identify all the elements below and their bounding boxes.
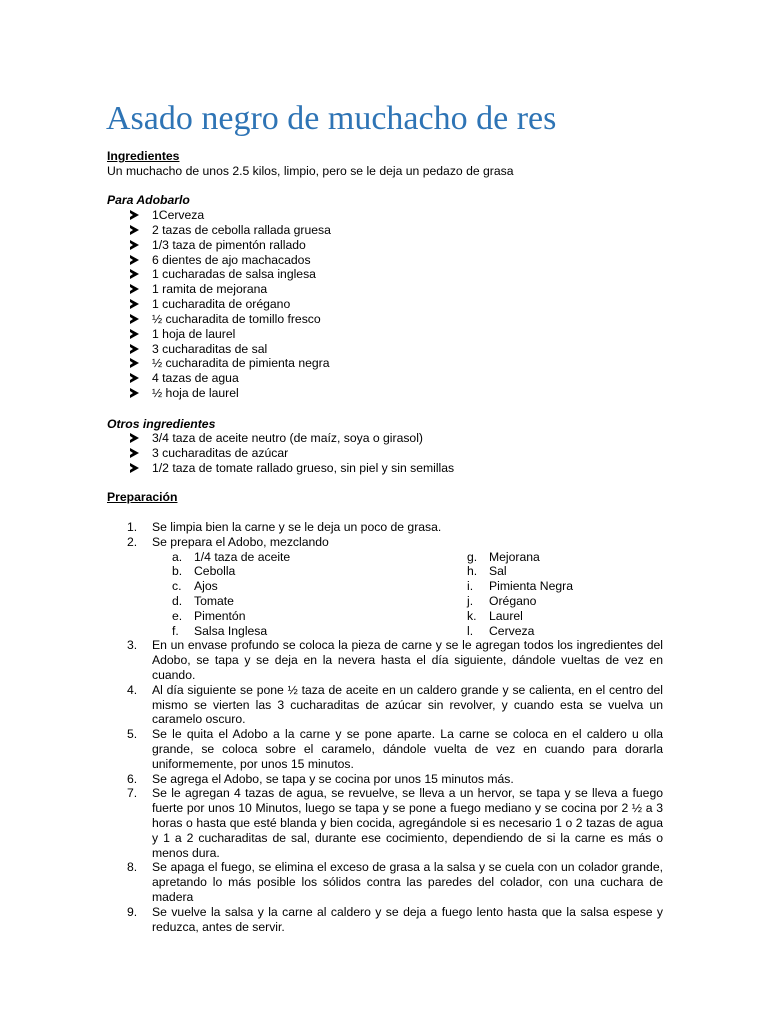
mix-item: [467, 609, 667, 624]
step-number: 6.: [127, 771, 138, 786]
arrow-bullet-icon: [130, 448, 139, 458]
mix-item-letter: l.: [467, 623, 474, 638]
step-item: [127, 860, 663, 904]
list-item-text: ½ cucharadita de pimienta negra: [152, 356, 330, 371]
step-item: [127, 683, 663, 727]
mix-item: [172, 564, 467, 579]
adobo-mix-list: [172, 550, 663, 639]
mix-item-letter: k.: [467, 608, 477, 623]
step-item: [127, 638, 663, 682]
step-text: Se limpia bien la carne y se le deja un poco de grasa.: [152, 520, 442, 534]
arrow-bullet-icon: [130, 314, 139, 324]
ingredients-heading: Ingredientes: [107, 149, 180, 163]
mix-item-text: Pimienta Negra: [489, 579, 573, 594]
mix-item: [172, 550, 467, 565]
mix-item: [172, 624, 467, 639]
mix-item-letter: h.: [467, 564, 478, 579]
step-item: [127, 772, 663, 787]
list-item-text: 1Cerveza: [152, 208, 205, 222]
mix-item-text: Orégano: [489, 593, 537, 608]
mix-item-text: Cebolla: [194, 564, 236, 579]
arrow-bullet-icon: [130, 358, 139, 368]
arrow-bullet-icon: [130, 225, 139, 235]
preparacion-heading: Preparación: [107, 490, 178, 504]
list-item-text: 3 cucharaditas de azúcar: [152, 445, 289, 460]
mix-item-letter: g.: [467, 549, 478, 564]
step-text: Se prepara el Adobo, mezclando: [152, 534, 329, 549]
mix-item-letter: c.: [172, 579, 182, 594]
mix-item: [467, 579, 667, 594]
list-item-text: ½ cucharadita de tomillo fresco: [152, 311, 321, 326]
mix-item-text: 1/4 taza de aceite: [194, 549, 291, 564]
mix-item-text: Mejorana: [489, 549, 540, 564]
step-item: [127, 727, 663, 771]
mix-item: [467, 624, 667, 639]
step-item: [127, 535, 663, 639]
list-item-text: 2 tazas de cebolla rallada gruesa: [152, 222, 331, 237]
arrow-bullet-icon: [130, 255, 139, 265]
mix-item: [467, 550, 667, 565]
arrow-bullet-icon: [130, 329, 139, 339]
mix-item-text: Ajos: [194, 579, 218, 594]
step-number: 4.: [127, 682, 138, 697]
mix-item-letter: j.: [467, 593, 474, 608]
step-number: 5.: [127, 727, 138, 742]
step-item: [127, 520, 663, 535]
list-item-text: 1 cucharadas de salsa inglesa: [152, 267, 316, 282]
step-number: 9.: [127, 904, 138, 919]
list-item-text: 3 cucharaditas de sal: [152, 341, 268, 356]
mix-item: [467, 564, 667, 579]
mix-item-text: Tomate: [194, 593, 234, 608]
arrow-bullet-icon: [130, 269, 139, 279]
adobo-heading: Para Adobarlo: [107, 193, 190, 207]
otros-heading: Otros ingredientes: [107, 417, 216, 431]
ingredients-intro: Un muchacho de unos 2.5 kilos, limpio, pero se le deja un pedazo de grasa: [107, 164, 514, 178]
step-text: Se vuelve la salsa y la carne al caldero y se deja a fuego lento hasta que la salsa espese y reduzca, antes de servir.: [152, 904, 663, 934]
arrow-bullet-icon: [130, 344, 139, 354]
mix-item: [172, 594, 467, 609]
mix-item: [467, 594, 667, 609]
mix-item-text: Salsa Inglesa: [194, 623, 268, 638]
step-number: 3.: [127, 638, 138, 653]
list-item-text: ½ hoja de laurel: [152, 386, 239, 401]
preparation-steps: [127, 520, 663, 934]
page-title: Asado negro de muchacho de res: [106, 100, 557, 137]
step-item: [127, 786, 663, 860]
step-text: Al día siguiente se pone ½ taza de aceite en un caldero grande y se calienta, en el centro del mismo se vierten las 3 cucharaditas de azúcar sin revolver, y cuando esta se vuelva un caramelo oscuro.: [152, 682, 663, 727]
mix-item-text: Sal: [489, 564, 507, 579]
step-text: Se apaga el fuego, se elimina el exceso de grasa a la salsa y se cuela con un colador grande, apretando lo más posible los sólidos contra las paredes del colador, con una cuchara de madera: [152, 860, 663, 904]
mix-item-letter: b.: [172, 564, 183, 579]
arrow-bullet-icon: [130, 373, 139, 383]
list-item-text: 1/3 taza de pimentón rallado: [152, 237, 306, 252]
mix-item: [172, 579, 467, 594]
mix-item-text: Laurel: [489, 608, 523, 623]
arrow-bullet-icon: [130, 299, 139, 309]
list-item-text: 1/2 taza de tomate rallado grueso, sin piel y sin semillas: [152, 460, 455, 475]
list-item-text: 1 hoja de laurel: [152, 326, 236, 341]
arrow-bullet-icon: [130, 433, 139, 443]
mix-item-text: Cerveza: [489, 623, 535, 638]
list-item-text: 4 tazas de agua: [152, 371, 239, 386]
mix-item-letter: a.: [172, 549, 183, 564]
mix-item-letter: f.: [172, 623, 179, 638]
step-text: Se le agregan 4 tazas de agua, se revuelve, se lleva a un hervor, se tapa y se lleva a fuego fuerte por unos 10 Minutos, luego se tapa y se pone a fuego mediano y se cocina por 2 ½ a 3 horas o hasta que esté blanda y bien cocida, agregándole si es necesario 1 o 2 tazas de agua y 1 a 2 cucharaditas de sal, durante ese cocimiento, dependiendo de si la carne es más o menos dura.: [152, 786, 663, 860]
step-number: 2.: [127, 534, 138, 549]
mix-item-letter: d.: [172, 593, 183, 608]
step-item: [127, 905, 663, 935]
arrow-bullet-icon: [130, 463, 139, 473]
step-text: Se le quita el Adobo a la carne y se pone aparte. La carne se coloca en el caldero u olla grande, se coloca sobre el caramelo, dándole vuelta de vez en cuando para dorarla uniformemente, por unos 15 minutos.: [152, 727, 663, 771]
mix-item: [172, 609, 467, 624]
list-item-text: 1 cucharadita de orégano: [152, 297, 291, 312]
step-text: En un envase profundo se coloca la pieza de carne y se le agregan todos los ingredientes del Adobo, se tapa y se deja en la nevera hasta el día siguiente, dándole vueltas de vez en cuando.: [152, 638, 663, 682]
arrow-bullet-icon: [130, 240, 139, 250]
list-item-text: 6 dientes de ajo machacados: [152, 252, 311, 267]
mix-item-text: Pimentón: [194, 608, 246, 623]
step-number: 1.: [127, 520, 138, 534]
list-item-text: 1 ramita de mejorana: [152, 282, 268, 297]
step-text: Se agrega el Adobo, se tapa y se cocina por unos 15 minutos más.: [152, 771, 514, 786]
mix-item-letter: e.: [172, 608, 183, 623]
step-number: 8.: [127, 860, 138, 875]
step-number: 7.: [127, 786, 138, 801]
mix-item-letter: i.: [467, 579, 474, 594]
arrow-bullet-icon: [130, 388, 139, 398]
arrow-bullet-icon: [130, 210, 139, 220]
arrow-bullet-icon: [130, 284, 139, 294]
list-item-text: 3/4 taza de aceite neutro (de maíz, soya o girasol): [152, 431, 423, 445]
